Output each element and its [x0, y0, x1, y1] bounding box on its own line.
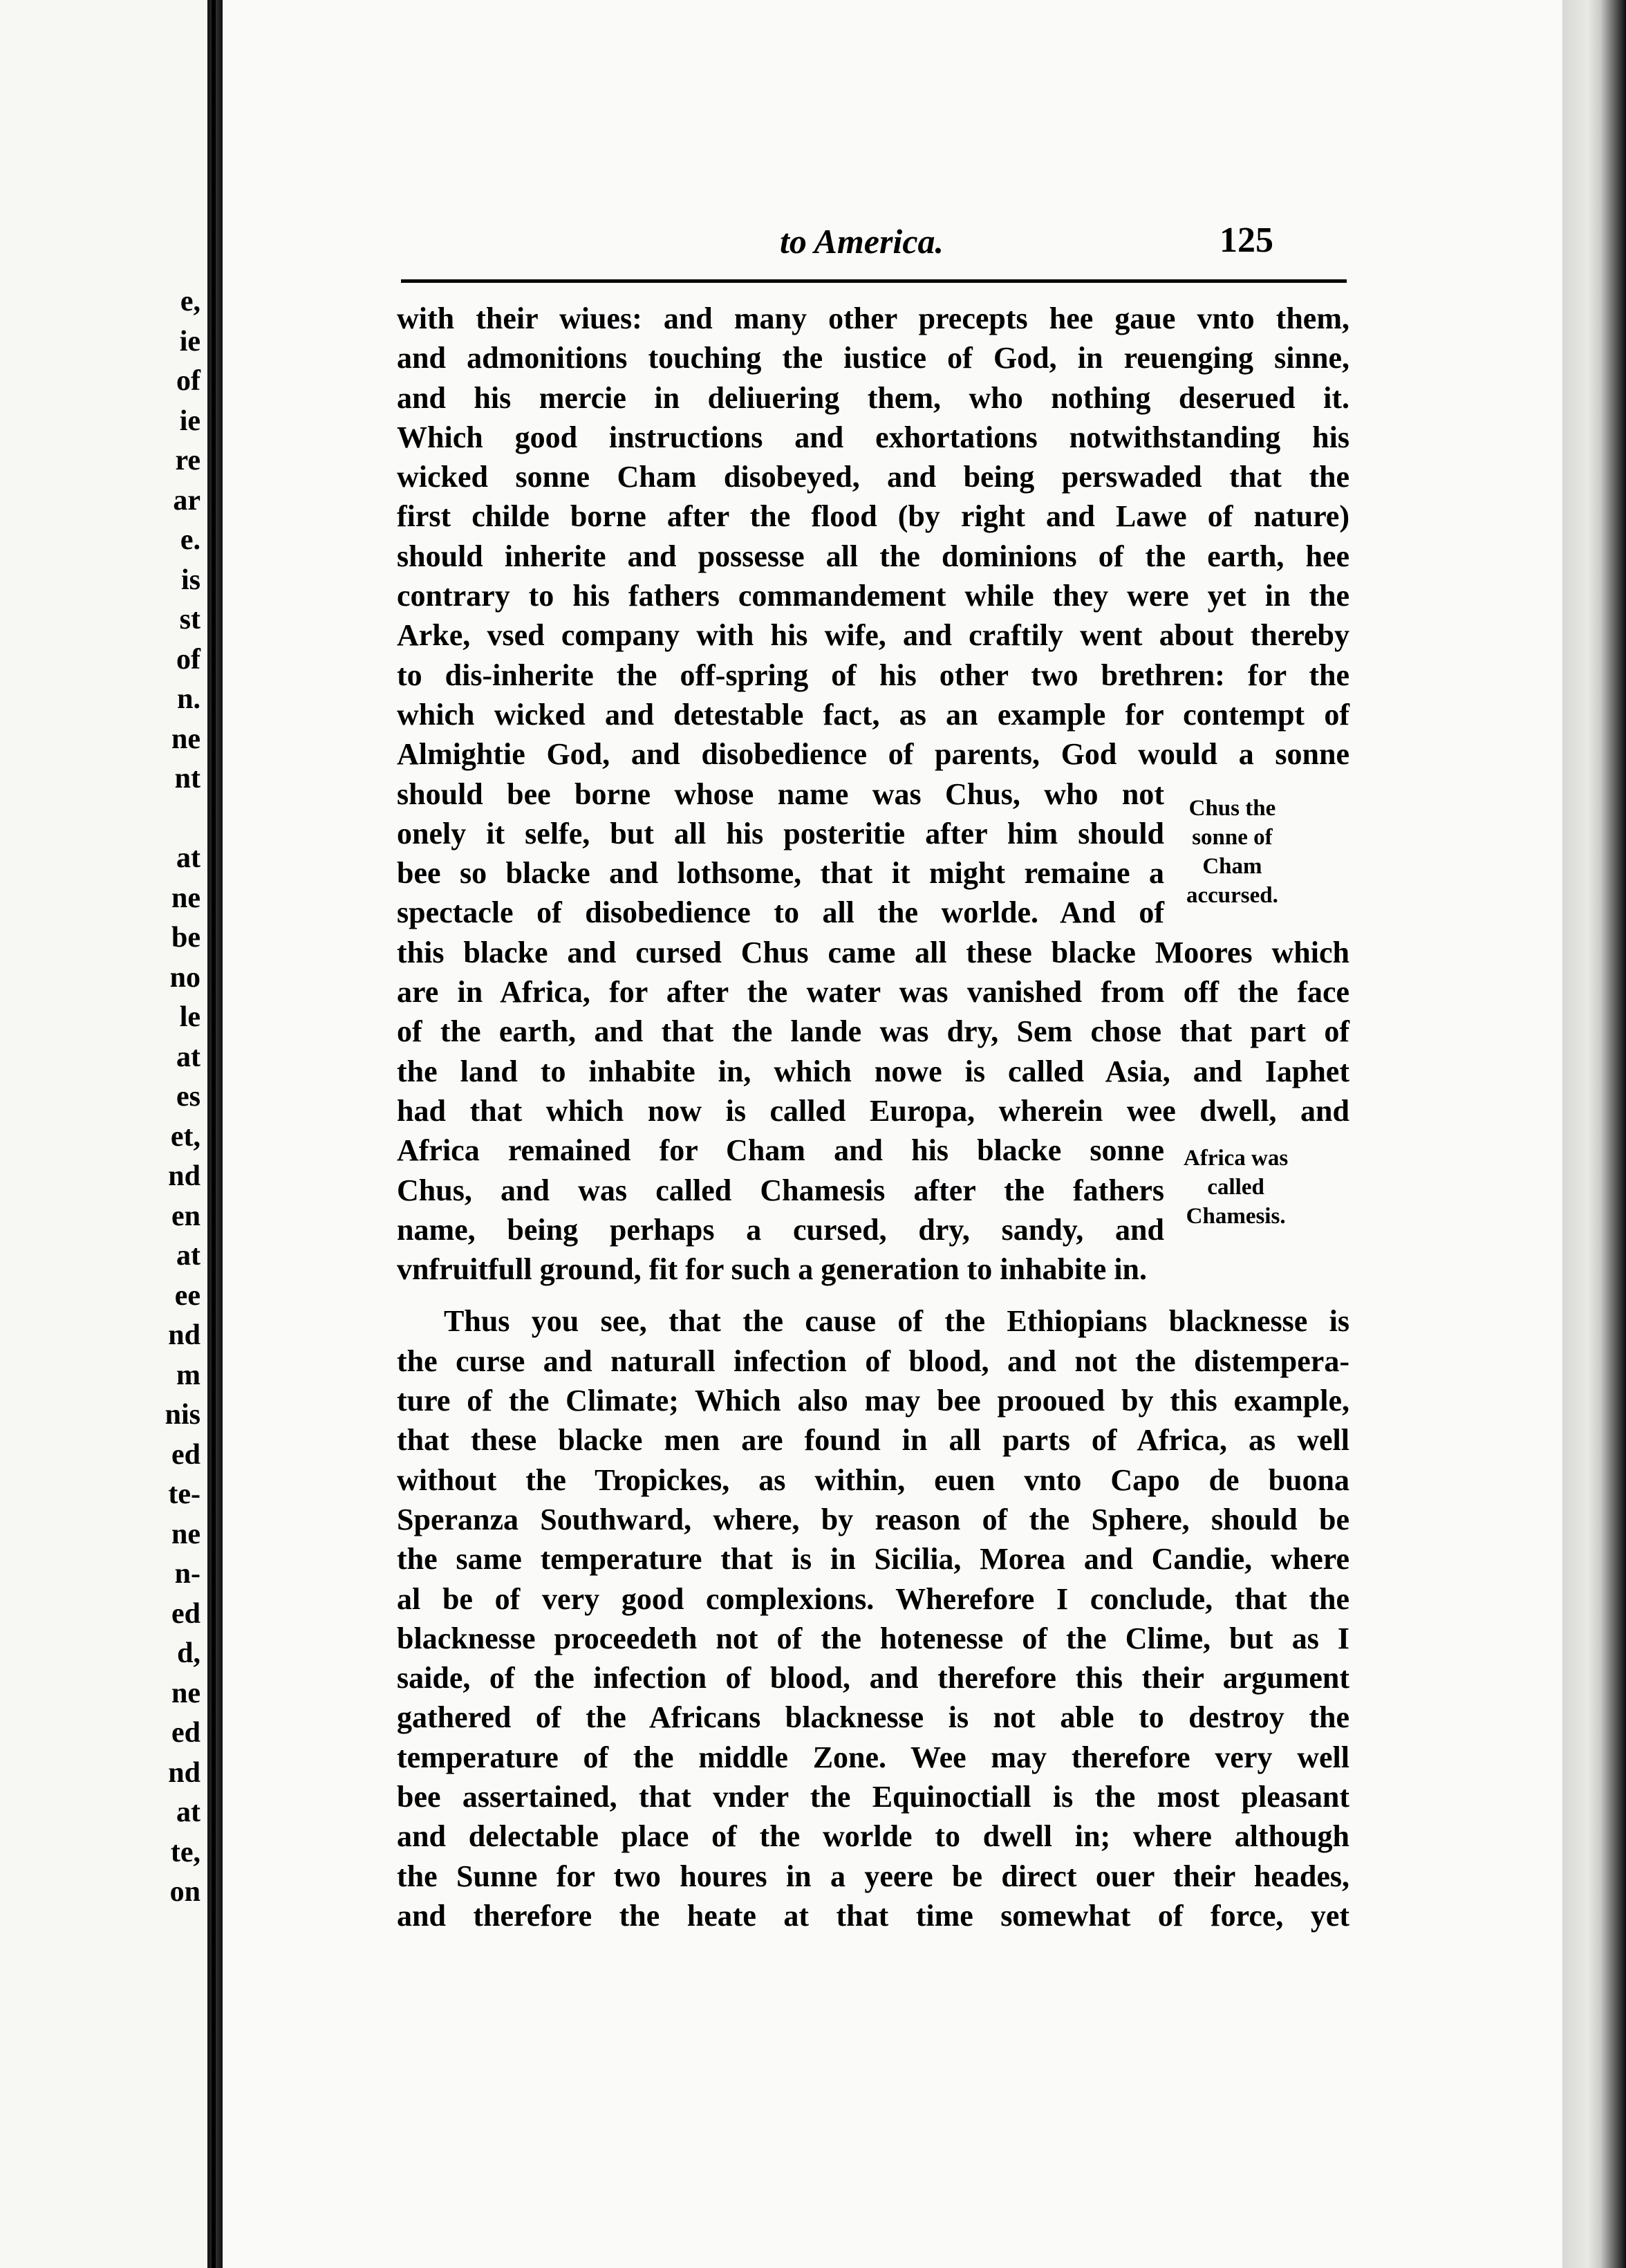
fragment-line: te- — [168, 1478, 200, 1510]
fragment-line: ar — [173, 484, 200, 517]
text-line: blacknesse proceedeth not of the hotenesse of the Clime, but as I — [397, 1621, 1349, 1655]
text-line: the same temperature that is in Sicilia, Morea and Candie, where — [397, 1542, 1349, 1577]
page-edge — [1562, 0, 1626, 2268]
text-line: should inherite and possesse all the dominions of the earth, hee — [397, 539, 1349, 573]
text-line: first childe borne after the flood (by right and Lawe of nature) — [397, 499, 1349, 534]
fragment-line: ne — [171, 1677, 200, 1709]
margin-note-line: Chus the — [1188, 796, 1276, 821]
running-head: to America. — [780, 222, 944, 261]
text-line: Which good instructions and exhortations notwithstanding his — [397, 420, 1349, 454]
fragment-line: m — [176, 1359, 200, 1391]
text-line: gathered of the Africans blacknesse is not able to destroy the — [397, 1700, 1349, 1735]
fragment-line: at — [176, 1240, 200, 1272]
text-line: without the Tropickes, as within, euen vnto Capo de buona — [397, 1462, 1349, 1497]
fragment-line: es — [176, 1081, 200, 1113]
text-line: spectacle of disobedience to all the worlde. And of — [397, 895, 1164, 930]
page-number: 125 — [1220, 221, 1273, 260]
text-line: of the earth, and that the lande was dry, Sem chose that part of — [397, 1014, 1349, 1049]
text-line: this blacke and cursed Chus came all these blacke Moores which — [397, 935, 1349, 969]
text-line: al be of very good complexions. Wherefore I conclude, that the — [397, 1581, 1349, 1616]
text-line: Arke, vsed company with his wife, and craftily went about thereby — [397, 618, 1349, 653]
text-line: to dis-inherite the off-spring of his other two brethren: for the — [397, 658, 1349, 692]
fragment-line: ne — [171, 1518, 200, 1550]
text-line: which wicked and detestable fact, as an example for contempt of — [397, 697, 1349, 732]
fragment-line: ed — [171, 1438, 200, 1471]
fragment-line: nd — [168, 1160, 200, 1192]
text-line: the land to inhabite in, which nowe is called Asia, and Iaphet — [397, 1054, 1349, 1088]
text-line: bee so blacke and lothsome, that it might remaine a — [397, 856, 1164, 891]
header-rule — [401, 279, 1347, 283]
text-line: and therefore the heate at that time somewhat of force, yet — [397, 1898, 1349, 1933]
text-line: are in Africa, for after the water was vanished from off the face — [397, 975, 1349, 1010]
fragment-line: ne — [171, 882, 200, 914]
fragment-line: n- — [174, 1558, 200, 1590]
text-line: Thus you see, that the cause of the Ethiopians blacknesse is — [444, 1304, 1349, 1339]
gutter-shadow — [212, 0, 216, 2268]
margin-note-line: sonne of — [1192, 825, 1273, 850]
fragment-line: d, — [177, 1637, 200, 1669]
text-line: wicked sonne Cham disobeyed, and being perswaded that the — [397, 460, 1349, 494]
text-line: and admonitions touching the iustice of God, in reuenging sinne, — [397, 341, 1349, 375]
fragment-line: ne — [171, 723, 200, 755]
text-line: ture of the Climate; Which also may bee prooued by this example, — [397, 1384, 1349, 1418]
fragment-line: ed — [171, 1597, 200, 1630]
margin-note-chus — [1186, 794, 1278, 910]
text-line: the Sunne for two houres in a yeere be direct ouer their heades, — [397, 1859, 1349, 1893]
margin-note-line: accursed. — [1186, 883, 1278, 908]
fragment-line: e. — [180, 524, 200, 556]
fragment-line: on — [169, 1876, 200, 1908]
fragment-line: st — [179, 604, 200, 635]
fragment-line — [165, 799, 200, 839]
text-line: Speranza Southward, where, by reason of the Sphere, should be — [397, 1502, 1349, 1536]
text-line: name, being perhaps a cursed, dry, sandy, and — [397, 1212, 1164, 1247]
text-line: and his mercie in deliuering them, who nothing deserued it. — [397, 380, 1349, 415]
body-text — [397, 299, 1349, 1935]
text-line: Africa remained for Cham and his blacke sonne — [397, 1133, 1164, 1168]
fragment-line: no — [169, 961, 200, 994]
fragment-line: nd — [168, 1756, 200, 1789]
margin-note-line: Africa was — [1184, 1146, 1289, 1171]
text-line: and delectable place of the worlde to dwell in; where although — [397, 1819, 1349, 1854]
fragment-line: ie — [179, 405, 200, 437]
fragment-line: te, — [170, 1836, 200, 1868]
fragment-line: is — [180, 564, 200, 596]
text-line: had that which now is called Europa, wherein wee dwell, and — [397, 1093, 1349, 1128]
fragment-line: of — [176, 365, 200, 397]
fragment-line: re — [175, 445, 200, 476]
fragment-line: ie — [179, 325, 200, 357]
fragment-line: of — [176, 643, 200, 676]
fragment-line: le — [179, 1001, 200, 1033]
fragment-line: nt — [174, 763, 200, 794]
fragment-line: at — [176, 1796, 200, 1828]
text-line: contrary to his fathers commandement while they were yet in the — [397, 579, 1349, 613]
previous-page-strip — [0, 0, 207, 2268]
text-line: saide, of the infection of blood, and therefore this their argument — [397, 1661, 1349, 1695]
text-line: that these blacke men are found in all parts of Africa, as well — [397, 1423, 1349, 1458]
fragment-line: ee — [174, 1279, 200, 1312]
margin-note-line: Chamesis. — [1186, 1204, 1286, 1229]
text-line: vnfruitfull ground, fit for such a generation to inhabite in. — [397, 1252, 1148, 1287]
paragraph-2 — [397, 1301, 1349, 1935]
text-line: bee assertained, that vnder the Equinoctiall is the most pleasant — [397, 1779, 1349, 1814]
fragment-line: et, — [170, 1120, 200, 1153]
fragment-line: ed — [171, 1717, 200, 1749]
fragment-line: n. — [177, 683, 200, 715]
text-line: the curse and naturall infection of blood, and not the distempera- — [397, 1344, 1349, 1378]
text-line: should bee borne whose name was Chus, who not — [397, 777, 1164, 811]
fragment-line: be — [171, 922, 200, 954]
previous-page-line-endings — [165, 282, 200, 1913]
fragment-line: e, — [180, 286, 200, 317]
fragment-line: at — [176, 842, 200, 874]
text-line: onely it selfe, but all his posteritie after him should — [397, 816, 1164, 850]
text-line: Chus, and was called Chamesis after the fathers — [397, 1173, 1164, 1207]
text-line: Almightie God, and disobedience of parents, God would a sonne — [397, 737, 1349, 772]
text-line: with their wiues: and many other precepts hee gaue vnto them, — [397, 301, 1349, 335]
fragment-line: nis — [165, 1399, 200, 1431]
text-line: temperature of the middle Zone. Wee may therefore very well — [397, 1740, 1349, 1774]
margin-note-africa — [1184, 1144, 1288, 1231]
fragment-line: en — [171, 1200, 200, 1232]
fragment-line: nd — [168, 1319, 200, 1351]
margin-note-line: called — [1207, 1175, 1264, 1200]
margin-note-line: Cham — [1202, 854, 1262, 879]
fragment-line: at — [176, 1041, 200, 1073]
